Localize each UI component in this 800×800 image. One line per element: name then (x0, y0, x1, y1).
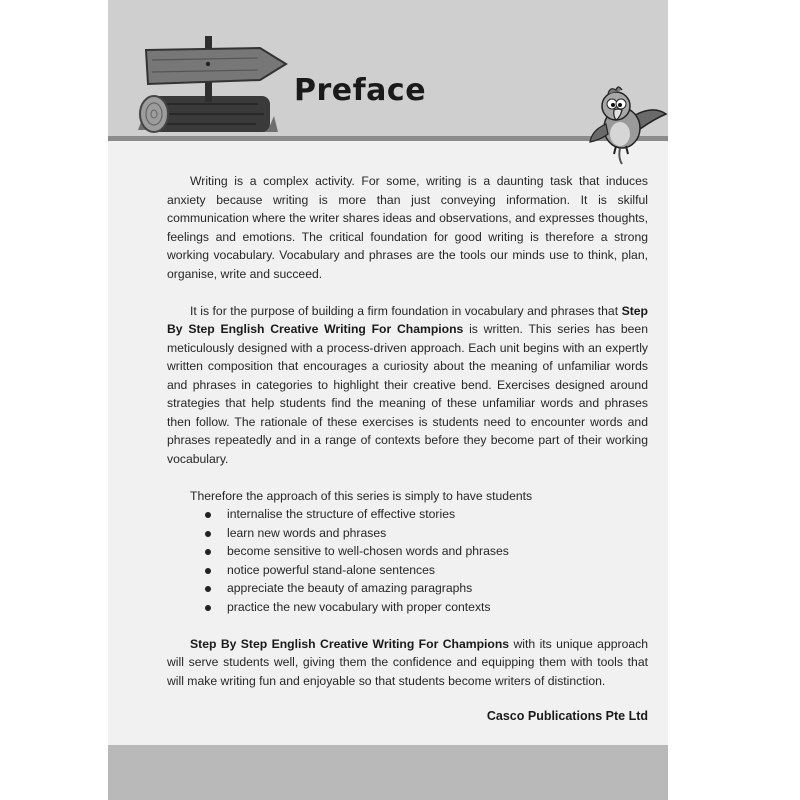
book-page (108, 0, 668, 800)
paragraph-4-rest: with its unique approach will serve students well, giving them the confidence and equipping them with tools that will make writing fun and enjoyable so that students become writers of distinction. (167, 636, 648, 688)
bullet-icon (205, 586, 211, 592)
paragraph-4 (167, 635, 648, 691)
bullet-icon (205, 605, 211, 611)
paragraph-2-lead: It is for the purpose of building a firm foundation in vocabulary and phrases that (190, 303, 622, 318)
parrot-illustration (586, 84, 668, 166)
paragraph-2 (167, 302, 648, 469)
list-item (167, 598, 648, 617)
list-item (167, 505, 648, 524)
list-item (167, 542, 648, 561)
paragraph-1: Writing is a complex activity. For some, writing is a daunting task that induces anxiety because writing is more than just conveying information. It is skilful communication where the writer shares ideas and observations, and expresses thoughts, feelings and emotions. The critical foundation for good writing is therefore a strong working vocabulary. Vocabulary and phrases are the tools our minds use to think, plan, organise, write and succeed. (167, 174, 648, 281)
list-item-text: internalise the structure of effective stories (227, 507, 456, 521)
publisher-signature: Casco Publications Pte Ltd (486, 709, 648, 723)
bullet-icon (205, 568, 211, 574)
preface-body (167, 172, 648, 709)
list-item (167, 524, 648, 543)
list-item-text: become sensitive to well-chosen words and phrases (227, 544, 509, 558)
page-title: Preface (294, 73, 427, 108)
approach-intro: Therefore the approach of this series is simply to have students (190, 488, 533, 503)
approach-list (167, 505, 648, 616)
series-title: Step By Step English Creative Writing For Champions (190, 636, 510, 651)
signpost-illustration (108, 30, 288, 138)
bullet-icon (205, 512, 211, 518)
list-item-text: practice the new vocabulary with proper contexts (227, 599, 491, 614)
list-item-text: learn new words and phrases (227, 525, 387, 540)
bullet-icon (205, 531, 211, 537)
paragraph-2-rest: is written. This series has been meticulously designed with a process-driven approach. Each unit begins with an expertly written composition that encourages a curiosity about the meaning of unfamiliar words and phrases in categories to highlight their creative bend. Exercises designed around strategies that help students find the meaning of these unfamiliar words and phrases then follow. The rationale of these exercises is students need to encounter words and phrases repeatedly and in a range of contexts before they become part of their working vocabulary. (167, 322, 648, 466)
list-item-text: appreciate the beauty of amazing paragraphs (227, 581, 473, 595)
bullet-icon (205, 549, 211, 555)
list-item (167, 579, 648, 598)
list-item-text: notice powerful stand-alone sentences (227, 562, 435, 577)
list-item (167, 561, 648, 580)
footer-band (108, 745, 668, 800)
series-title: Step By Step English Creative Writing For Champions (167, 303, 648, 336)
